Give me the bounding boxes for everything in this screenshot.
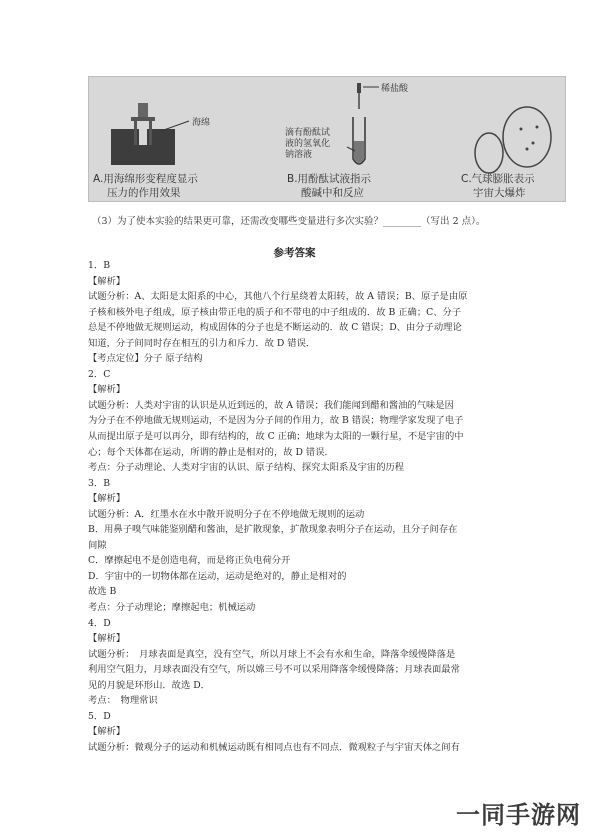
text-line: 为分子在不停地做无规则运动，不是因为分子间的作用力，故 B 错误；物理学家发现了电子 — [88, 415, 464, 427]
text-line: 考点：分子动理论、人类对宇宙的认识、原子结构、探究太阳系及宇宙的历程 — [88, 462, 405, 474]
watermark: 一同手游网 — [456, 801, 581, 829]
text-line: 利用空气阻力，月球表面没有空气，所以嫦三号不可以采用降落伞缓慢降落；月球表面最常 — [88, 664, 460, 676]
answers-body — [88, 258, 508, 756]
sponge-stool-illustration — [111, 103, 189, 165]
caption-c-line2: 宇宙大爆炸 — [473, 187, 526, 199]
text-line: 试题分析：人类对宇宙的认识是从近到远的，故 A 错误；我们能闻到醋和酱油的气味是因 — [88, 399, 454, 411]
answers-title: 参考答案 — [273, 247, 316, 259]
text-line: 2．C — [88, 368, 111, 380]
label-sponge: 海绵 — [192, 118, 211, 128]
label-solution-3: 钠溶液 — [285, 150, 313, 160]
text-line: 考点：分子动理论；摩擦起电；机械运动 — [88, 602, 256, 614]
question-3: （3）为了使本实验的结果更可靠，还需改变哪些变量进行多次实验？________（写出 2 点）。 — [92, 216, 486, 227]
text-line: B．用鼻子嗅气味能鉴别醋和酱油，是扩散现象，扩散现象表明分子在运动，且分子间存在 — [88, 524, 458, 536]
label-acid: 稀盐酸 — [381, 84, 409, 94]
text-line: 见的月貌是环形山．故选 D． — [88, 679, 210, 691]
text-line: 心；每个天体都在运动，所谓的静止是相对的，故 D 错误． — [88, 446, 334, 458]
text-line: 【解析】 — [88, 275, 126, 287]
text-line: 子核和核外电子组成，原子核由带正电的质子和不带电的中子组成的．故 B 正确；C、分子 — [88, 306, 462, 318]
experiment-figure — [88, 76, 566, 202]
text-line: 3．B — [88, 477, 111, 489]
caption-a-line2: 压力的作用效果 — [107, 187, 181, 199]
label-solution-1: 滴有酚酞试 — [285, 128, 331, 138]
text-line: 1．B — [88, 260, 111, 271]
caption-a-line1: A.用海绵形变程度显示 — [93, 173, 198, 185]
text-line: 试题分析： 月球表面是真空，没有空气，所以月球上不会有水和生命，降落伞缓慢降落是 — [88, 648, 456, 660]
caption-b-line1: B.用酚酞试液指示 — [287, 173, 372, 185]
text-line: 【解析】 — [88, 384, 126, 396]
test-tube-illustration — [347, 83, 379, 164]
label-solution-2: 液的氢氧化 — [285, 139, 331, 149]
text-line: C．摩擦起电不是创造电荷，而是将正负电荷分开 — [88, 555, 291, 567]
caption-b-line2: 酸碱中和反应 — [301, 187, 364, 199]
text-line: 5．D — [88, 710, 111, 722]
text-line: 试题分析：A、太阳是太阳系的中心，其他八个行星绕着太阳转，故 A 错误；B、原子是由原 — [88, 291, 468, 303]
text-line: 【解析】 — [88, 493, 126, 505]
text-line: 考点： 物理常识 — [88, 695, 158, 707]
caption-c-line1: C.气球膨胀表示 — [461, 173, 535, 185]
text-line: 间隙 — [88, 539, 107, 551]
text-line: 知道，分子间同时存在相互的引力和斥力．故 D 错误． — [88, 337, 316, 349]
text-line: 4．D — [88, 617, 111, 629]
text-line: 试题分析：微观分子的运动和机械运动既有相同点也有不同点．微观粒子与宇宙天体之间有 — [88, 741, 460, 753]
balloon-illustration — [475, 107, 551, 173]
text-line: 【解析】 — [88, 726, 126, 738]
text-line: 【考点定位】分子 原子结构 — [88, 353, 203, 365]
text-line: 试题分析：A．红墨水在水中散开说明分子在不停地做无规则的运动 — [88, 508, 365, 520]
text-line: 总是不停地做无规则运动，构成固体的分子也是不断运动的．故 C 错误；D、由分子动理论 — [88, 322, 462, 334]
text-line: 故选 B — [88, 586, 117, 598]
text-line: 从而提出原子是可以再分，即有结构的，故 C 正确；地球为太阳的一颗行星，不是宇宙的中 — [88, 431, 464, 443]
text-line: 【解析】 — [88, 633, 126, 645]
text-line: D．宇宙中的一切物体都在运动，运动是绝对的，静止是相对的 — [88, 570, 347, 582]
